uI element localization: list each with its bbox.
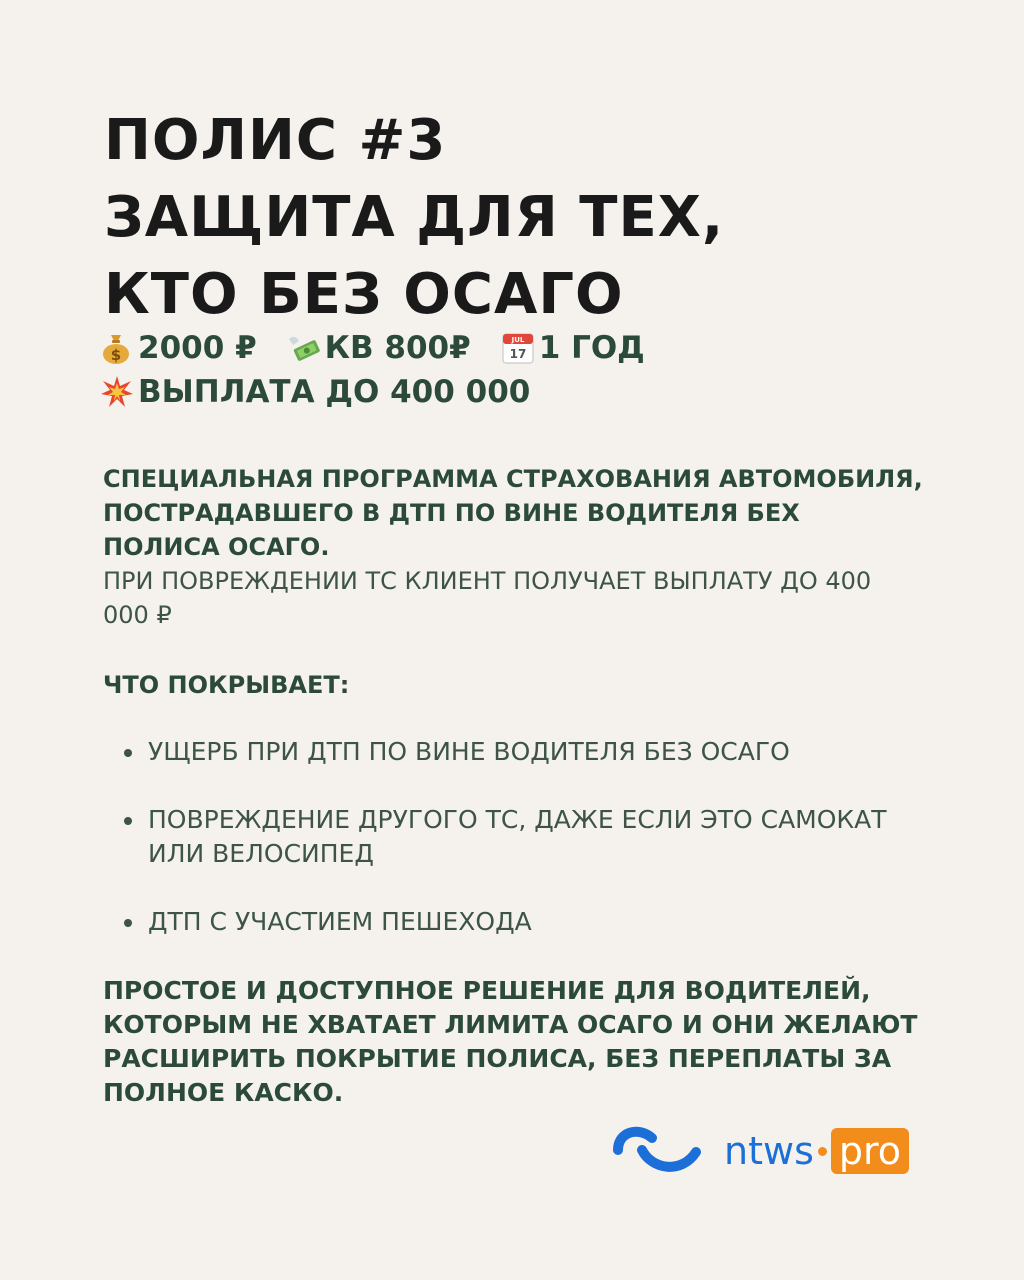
list-item xyxy=(120,803,920,871)
calendar-day: 17 xyxy=(509,347,527,361)
money-bag-icon xyxy=(100,331,138,365)
list-item-text: ПОВРЕЖДЕНИЕ ДРУГОГО ТС, ДАЖЕ ЕСЛИ ЭТО САМОКАТ ИЛИ ВЕЛОСИПЕД xyxy=(148,805,887,868)
brand-word: ntws xyxy=(724,1129,814,1173)
stat-price xyxy=(100,330,257,366)
calendar-month: JUL xyxy=(511,336,525,344)
list-item xyxy=(120,735,920,769)
brand-badge: pro xyxy=(831,1128,909,1174)
calendar-icon xyxy=(501,331,539,365)
brand-logo xyxy=(612,1120,924,1182)
covers-list xyxy=(120,735,920,939)
page-title xyxy=(104,102,924,333)
list-item-text: ДТП С УЧАСТИЕМ ПЕШЕХОДА xyxy=(148,907,532,936)
intro-paragraph xyxy=(103,462,923,632)
intro-bold-text: СПЕЦИАЛЬНАЯ ПРОГРАММА СТРАХОВАНИЯ АВТОМОБИЛЯ, ПОСТРАДАВШЕГО В ДТП ПО ВИНЕ ВОДИТЕЛЯ БЕХ ПОЛИСА ОСАГО. xyxy=(103,465,923,561)
brand-wordmark xyxy=(724,1128,909,1174)
stat-term-value: 1 ГОД xyxy=(538,330,645,366)
stat-commission-value: КВ 800₽ xyxy=(324,330,471,366)
stat-term xyxy=(501,330,645,366)
bullet-dot xyxy=(124,817,132,825)
stats-row-2 xyxy=(100,370,920,414)
list-item xyxy=(120,905,920,939)
list-item-text: УЩЕРБ ПРИ ДТП ПО ВИНЕ ВОДИТЕЛЯ БЕЗ ОСАГО xyxy=(148,737,790,766)
stat-payout-value: ВЫПЛАТА ДО 400 000 xyxy=(138,374,531,410)
title-line-2: ЗАЩИТА ДЛЯ ТЕХ, xyxy=(104,185,725,250)
stats-block xyxy=(100,326,920,414)
svg-text:$: $ xyxy=(110,346,122,364)
intro-normal-text: ПРИ ПОВРЕЖДЕНИИ ТС КЛИЕНТ ПОЛУЧАЕТ ВЫПЛАТУ ДО 400 000 ₽ xyxy=(103,567,872,629)
stat-payout xyxy=(100,374,530,410)
title-line-1: ПОЛИС #3 xyxy=(104,108,447,173)
stats-row-1 xyxy=(100,326,920,370)
bullet-dot xyxy=(124,919,132,927)
covers-heading: ЧТО ПОКРЫВАЕТ: xyxy=(103,671,350,699)
title-line-3: КТО БЕЗ ОСАГО xyxy=(104,262,624,327)
stat-price-value: 2000 ₽ xyxy=(138,330,257,366)
stat-commission xyxy=(287,330,471,366)
brand-separator-dot xyxy=(818,1147,827,1156)
wave-logo-icon xyxy=(612,1120,704,1180)
money-with-wings-icon xyxy=(287,333,325,363)
collision-icon xyxy=(100,375,138,409)
bullet-dot xyxy=(124,749,132,757)
outro-paragraph: ПРОСТОЕ И ДОСТУПНОЕ РЕШЕНИЕ ДЛЯ ВОДИТЕЛЕЙ, КОТОРЫМ НЕ ХВАТАЕТ ЛИМИТА ОСАГО И ОНИ ЖЕЛАЮТ РАСШИРИТЬ ПОКРЫТИЕ ПОЛИСА, БЕЗ ПЕРЕПЛАТЫ ЗА ПОЛНОЕ КАСКО. xyxy=(103,976,918,1107)
